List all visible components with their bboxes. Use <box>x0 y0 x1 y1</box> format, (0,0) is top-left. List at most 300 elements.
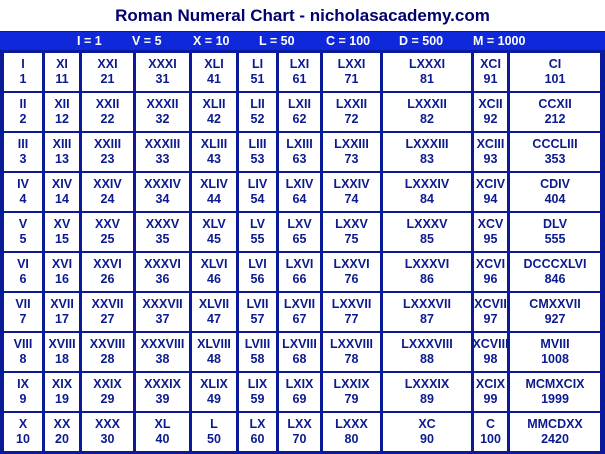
arabic-number: 555 <box>544 232 566 246</box>
roman-numeral: XLVI <box>200 257 228 271</box>
arabic-number: 86 <box>420 272 434 286</box>
numeral-cell <box>279 93 320 131</box>
roman-numeral: I <box>21 57 25 71</box>
roman-numeral: XCIII <box>476 137 505 151</box>
roman-numeral: LXXXIII <box>405 137 449 151</box>
roman-numeral: LXXVIII <box>329 337 374 351</box>
roman-numeral: LXXXV <box>406 217 448 231</box>
numeral-cell <box>192 133 236 171</box>
numeral-cell <box>45 253 79 291</box>
arabic-number: 87 <box>420 312 434 326</box>
arabic-number: 10 <box>16 432 30 446</box>
roman-numeral: LXV <box>287 217 312 231</box>
numeral-cell <box>323 93 380 131</box>
numeral-cell <box>474 93 507 131</box>
numeral-cell <box>192 373 236 411</box>
roman-numeral: LV <box>249 217 266 231</box>
numeral-cell <box>474 413 507 451</box>
roman-numeral: LX <box>249 417 266 431</box>
numeral-cell <box>383 213 471 251</box>
arabic-number: 28 <box>100 352 115 366</box>
numeral-cell <box>4 53 42 91</box>
arabic-number: 93 <box>483 152 498 166</box>
arabic-number: 47 <box>207 312 221 326</box>
numeral-cell <box>383 293 471 331</box>
key-item: D = 500 <box>399 34 444 48</box>
roman-numeral: XXIV <box>93 177 122 191</box>
arabic-number: 67 <box>292 312 307 326</box>
roman-numeral: XL <box>154 417 171 431</box>
numeral-cell <box>279 253 320 291</box>
arabic-number: 69 <box>292 392 307 406</box>
arabic-number: 96 <box>483 272 498 286</box>
arabic-number: 36 <box>155 272 170 286</box>
numeral-cell <box>510 373 600 411</box>
arabic-number: 404 <box>544 192 566 206</box>
numeral-cell <box>136 413 189 451</box>
numeral-cell <box>136 293 189 331</box>
roman-numeral: LXXXI <box>408 57 446 71</box>
numeral-cell <box>383 53 471 91</box>
arabic-number: 43 <box>207 152 221 166</box>
arabic-number: 2420 <box>541 432 569 446</box>
roman-numeral: II <box>19 97 27 111</box>
arabic-number: 34 <box>155 192 170 206</box>
roman-numeral: LIX <box>247 377 268 391</box>
roman-numeral: LVIII <box>244 337 271 351</box>
arabic-number: 79 <box>344 392 359 406</box>
roman-numeral: XVII <box>50 297 74 311</box>
roman-numeral: XXII <box>95 97 120 111</box>
roman-numeral: XXI <box>97 57 118 71</box>
roman-numeral: XCIX <box>475 377 506 391</box>
roman-numeral: XXVI <box>93 257 122 271</box>
numeral-cell <box>474 173 507 211</box>
key-item: I = 1 <box>77 34 102 48</box>
roman-numeral: LVII <box>246 297 269 311</box>
numeral-cell <box>4 413 42 451</box>
arabic-number: 84 <box>420 192 434 206</box>
numeral-cell <box>82 373 133 411</box>
arabic-number: 59 <box>250 392 265 406</box>
key-item: M = 1000 <box>473 34 526 48</box>
roman-numeral: XLVIII <box>197 337 231 351</box>
numeral-cell <box>279 333 320 371</box>
roman-numeral: LXI <box>289 57 310 71</box>
numeral-cell <box>192 293 236 331</box>
arabic-number: 29 <box>100 392 115 406</box>
arabic-number: 65 <box>292 232 307 246</box>
numeral-cell <box>136 333 189 371</box>
arabic-number: 6 <box>19 272 27 286</box>
arabic-number: 17 <box>55 312 69 326</box>
numeral-cell <box>45 333 79 371</box>
numeral-cell <box>239 293 276 331</box>
arabic-number: 56 <box>250 272 265 286</box>
numeral-cell <box>383 253 471 291</box>
roman-numeral: IX <box>17 377 29 391</box>
numeral-cell <box>323 253 380 291</box>
roman-numeral: DCCCXLVI <box>523 257 587 271</box>
arabic-number: 42 <box>207 112 221 126</box>
arabic-number: 88 <box>420 352 434 366</box>
roman-numeral: LI <box>251 57 264 71</box>
arabic-number: 7 <box>19 312 27 326</box>
roman-numeral: LXXXII <box>407 97 447 111</box>
key-item: L = 50 <box>259 34 295 48</box>
arabic-number: 101 <box>544 72 566 86</box>
numeral-cell <box>192 253 236 291</box>
numeral-cell <box>383 373 471 411</box>
roman-numeral: XXXVIII <box>140 337 185 351</box>
numeral-cell <box>82 333 133 371</box>
arabic-number: 97 <box>483 312 498 326</box>
roman-numeral: XXXII <box>146 97 179 111</box>
roman-numeral: LXXXVIII <box>401 337 453 351</box>
numeral-cell <box>279 53 320 91</box>
arabic-number: 99 <box>483 392 498 406</box>
roman-numeral: C <box>485 417 496 431</box>
roman-numeral: V <box>18 217 28 231</box>
roman-numeral: MCMXCIX <box>525 377 585 391</box>
numeral-cell <box>510 93 600 131</box>
numeral-cell <box>192 213 236 251</box>
numeral-cell <box>323 293 380 331</box>
roman-numeral: LXXXVII <box>403 297 451 311</box>
arabic-number: 44 <box>207 192 221 206</box>
numeral-cell <box>82 253 133 291</box>
roman-numeral: XIV <box>51 177 73 191</box>
arabic-number: 13 <box>55 152 69 166</box>
roman-numeral: XXIX <box>93 377 122 391</box>
arabic-number: 32 <box>155 112 170 126</box>
arabic-number: 12 <box>55 112 69 126</box>
arabic-number: 95 <box>483 232 498 246</box>
arabic-number: 25 <box>100 232 115 246</box>
roman-numeral: LXXIX <box>333 377 370 391</box>
numeral-cell <box>323 173 380 211</box>
roman-numeral: X <box>18 417 28 431</box>
arabic-number: 83 <box>420 152 434 166</box>
numeral-cell <box>82 213 133 251</box>
roman-numeral: XXVII <box>91 297 124 311</box>
arabic-number: 4 <box>19 192 27 206</box>
arabic-number: 31 <box>155 72 170 86</box>
arabic-number: 41 <box>207 72 221 86</box>
roman-numeral: XCIV <box>475 177 506 191</box>
roman-numeral: XLI <box>204 57 224 71</box>
numeral-cell <box>279 133 320 171</box>
arabic-number: 63 <box>292 152 307 166</box>
roman-numeral: XCVII <box>474 297 507 311</box>
arabic-number: 37 <box>155 312 170 326</box>
arabic-number: 30 <box>100 432 115 446</box>
numeral-cell <box>474 133 507 171</box>
roman-numeral: XXXVI <box>144 257 181 271</box>
arabic-number: 100 <box>480 432 501 446</box>
numeral-cell <box>510 133 600 171</box>
numeral-cell <box>474 253 507 291</box>
arabic-number: 35 <box>155 232 170 246</box>
numeral-cell <box>383 93 471 131</box>
arabic-number: 74 <box>344 192 359 206</box>
roman-numeral: XLIX <box>200 377 228 391</box>
roman-numeral: LVI <box>248 257 267 271</box>
numeral-cell <box>45 133 79 171</box>
roman-numeral: LIII <box>248 137 267 151</box>
roman-numeral: LXX <box>287 417 312 431</box>
numeral-cell <box>82 173 133 211</box>
roman-numeral: XV <box>53 217 71 231</box>
roman-numeral: LXXIII <box>334 137 369 151</box>
roman-numeral: LXVI <box>285 257 314 271</box>
roman-numeral: XXXV <box>145 217 180 231</box>
numeral-cell <box>510 253 600 291</box>
arabic-number: 45 <box>207 232 221 246</box>
arabic-number: 11 <box>55 72 69 86</box>
roman-numeral: LXXVI <box>333 257 370 271</box>
roman-numeral: LXXXVI <box>404 257 450 271</box>
arabic-number: 58 <box>250 352 265 366</box>
numeral-cell <box>239 333 276 371</box>
roman-numeral: LIV <box>247 177 268 191</box>
roman-numeral: XXXIV <box>144 177 181 191</box>
numeral-cell <box>82 93 133 131</box>
arabic-number: 3 <box>19 152 27 166</box>
numeral-cell <box>136 213 189 251</box>
roman-numeral: III <box>17 137 29 151</box>
arabic-number: 77 <box>344 312 359 326</box>
numeral-cell <box>510 213 600 251</box>
roman-numeral: CDIV <box>540 177 570 191</box>
numeral-cell <box>45 373 79 411</box>
arabic-number: 39 <box>155 392 170 406</box>
arabic-number: 38 <box>155 352 170 366</box>
numeral-cell <box>4 253 42 291</box>
numeral-cell <box>383 413 471 451</box>
arabic-number: 81 <box>420 72 434 86</box>
numeral-cell <box>510 53 600 91</box>
roman-numeral: XLIII <box>200 137 228 151</box>
numeral-cell <box>323 133 380 171</box>
numeral-cell <box>239 213 276 251</box>
numeral-cell <box>239 133 276 171</box>
numeral-cell <box>510 333 600 371</box>
arabic-number: 68 <box>292 352 307 366</box>
arabic-number: 16 <box>55 272 69 286</box>
arabic-number: 846 <box>544 272 566 286</box>
arabic-number: 353 <box>544 152 566 166</box>
numeral-cell <box>4 93 42 131</box>
arabic-number: 927 <box>544 312 566 326</box>
arabic-number: 40 <box>155 432 170 446</box>
arabic-number: 26 <box>100 272 115 286</box>
arabic-number: 66 <box>292 272 307 286</box>
numeral-cell <box>383 173 471 211</box>
arabic-number: 21 <box>100 72 115 86</box>
arabic-number: 89 <box>420 392 434 406</box>
arabic-number: 64 <box>292 192 307 206</box>
roman-numeral: DLV <box>542 217 568 231</box>
numeral-cell <box>510 173 600 211</box>
roman-numeral: LXVII <box>283 297 316 311</box>
roman-numeral: XIII <box>52 137 72 151</box>
arabic-number: 2 <box>19 112 27 126</box>
roman-numeral: LII <box>250 97 265 111</box>
arabic-number: 50 <box>207 432 221 446</box>
roman-numeral: XLII <box>202 97 226 111</box>
arabic-number: 14 <box>55 192 69 206</box>
roman-numeral: VII <box>15 297 31 311</box>
arabic-number: 49 <box>207 392 221 406</box>
arabic-number: 19 <box>55 392 69 406</box>
roman-numeral: XCVI <box>475 257 506 271</box>
numeral-cell <box>192 93 236 131</box>
arabic-number: 70 <box>292 432 307 446</box>
numeral-cell <box>239 373 276 411</box>
numeral-cell <box>323 53 380 91</box>
roman-numeral: IV <box>17 177 29 191</box>
numeral-cell <box>136 373 189 411</box>
roman-numeral: XVIII <box>48 337 76 351</box>
numeral-cell <box>4 213 42 251</box>
arabic-number: 51 <box>250 72 265 86</box>
roman-numeral: XCI <box>480 57 501 71</box>
numeral-cell <box>4 173 42 211</box>
roman-numeral: XXXI <box>148 57 177 71</box>
roman-numeral: XX <box>53 417 71 431</box>
numeral-cell <box>45 293 79 331</box>
numeral-cell <box>192 173 236 211</box>
arabic-number: 85 <box>420 232 434 246</box>
arabic-number: 48 <box>207 352 221 366</box>
roman-numeral: XC <box>418 417 436 431</box>
roman-numeral: XLIV <box>200 177 228 191</box>
arabic-number: 1008 <box>541 352 569 366</box>
roman-numeral: LXXVII <box>331 297 372 311</box>
roman-numeral: LXXXIV <box>404 177 450 191</box>
roman-numeral: XXXVII <box>142 297 183 311</box>
numeral-cell <box>45 213 79 251</box>
arabic-number: 71 <box>344 72 359 86</box>
arabic-number: 80 <box>344 432 359 446</box>
roman-numeral: XI <box>56 57 68 71</box>
numeral-cell <box>279 173 320 211</box>
arabic-number: 62 <box>292 112 307 126</box>
arabic-number: 46 <box>207 272 221 286</box>
numeral-cell <box>474 213 507 251</box>
numeral-cell <box>45 53 79 91</box>
roman-numeral: CCXII <box>538 97 572 111</box>
arabic-number: 78 <box>344 352 359 366</box>
numeral-cell <box>136 53 189 91</box>
key-item: V = 5 <box>132 34 162 48</box>
arabic-number: 27 <box>100 312 115 326</box>
roman-numeral: XII <box>54 97 70 111</box>
numeral-cell <box>239 93 276 131</box>
arabic-number: 9 <box>19 392 27 406</box>
arabic-number: 98 <box>483 352 498 366</box>
numeral-cell <box>45 173 79 211</box>
numeral-cell <box>279 413 320 451</box>
symbol-key-bar <box>0 31 605 51</box>
numeral-cell <box>323 373 380 411</box>
numeral-cell <box>4 333 42 371</box>
numeral-cell <box>383 133 471 171</box>
numeral-cell <box>279 293 320 331</box>
numeral-cell <box>474 373 507 411</box>
arabic-number: 92 <box>483 112 498 126</box>
roman-numeral: LXXV <box>335 217 368 231</box>
roman-numeral: CI <box>548 57 562 71</box>
roman-numeral: LXVIII <box>282 337 317 351</box>
numeral-cell <box>510 293 600 331</box>
roman-numeral: XXXIII <box>144 137 181 151</box>
numeral-cell <box>383 333 471 371</box>
arabic-number: 55 <box>250 232 265 246</box>
arabic-number: 23 <box>100 152 115 166</box>
roman-numeral: LXXX <box>335 417 368 431</box>
numeral-cell <box>4 293 42 331</box>
arabic-number: 18 <box>55 352 69 366</box>
roman-numeral: LXIII <box>286 137 313 151</box>
numeral-cell <box>82 413 133 451</box>
roman-numeral: LXXXIX <box>404 377 450 391</box>
roman-numeral: VI <box>17 257 29 271</box>
numeral-cell <box>136 133 189 171</box>
arabic-number: 73 <box>344 152 359 166</box>
numeral-cell <box>45 93 79 131</box>
arabic-number: 52 <box>250 112 265 126</box>
roman-numeral: XCVIII <box>472 337 509 351</box>
numeral-cell <box>136 93 189 131</box>
key-item: C = 100 <box>326 34 371 48</box>
roman-numeral: CCCLIII <box>532 137 578 151</box>
arabic-number: 5 <box>19 232 27 246</box>
arabic-number: 82 <box>420 112 434 126</box>
numeral-cell <box>45 413 79 451</box>
arabic-number: 60 <box>250 432 265 446</box>
arabic-number: 24 <box>100 192 115 206</box>
numeral-cell <box>323 333 380 371</box>
numeral-cell <box>279 373 320 411</box>
numeral-cell <box>239 173 276 211</box>
arabic-number: 212 <box>544 112 566 126</box>
arabic-number: 20 <box>55 432 69 446</box>
arabic-number: 76 <box>344 272 359 286</box>
roman-numeral: MMCDXX <box>527 417 583 431</box>
numeral-cell <box>192 413 236 451</box>
arabic-number: 94 <box>483 192 498 206</box>
key-item: X = 10 <box>193 34 230 48</box>
numeral-cell <box>474 53 507 91</box>
arabic-number: 8 <box>19 352 27 366</box>
arabic-number: 22 <box>100 112 115 126</box>
numeral-cell <box>136 253 189 291</box>
arabic-number: 1 <box>19 72 27 86</box>
roman-numeral: XLVII <box>198 297 230 311</box>
numeral-cell <box>192 333 236 371</box>
numeral-cell <box>82 133 133 171</box>
roman-numeral: L <box>210 417 218 431</box>
arabic-number: 91 <box>483 72 498 86</box>
roman-numeral: LXIV <box>285 177 314 191</box>
numeral-cell <box>239 53 276 91</box>
numeral-cell <box>192 53 236 91</box>
arabic-number: 54 <box>250 192 265 206</box>
roman-numeral: XXXIX <box>144 377 181 391</box>
arabic-number: 72 <box>344 112 359 126</box>
